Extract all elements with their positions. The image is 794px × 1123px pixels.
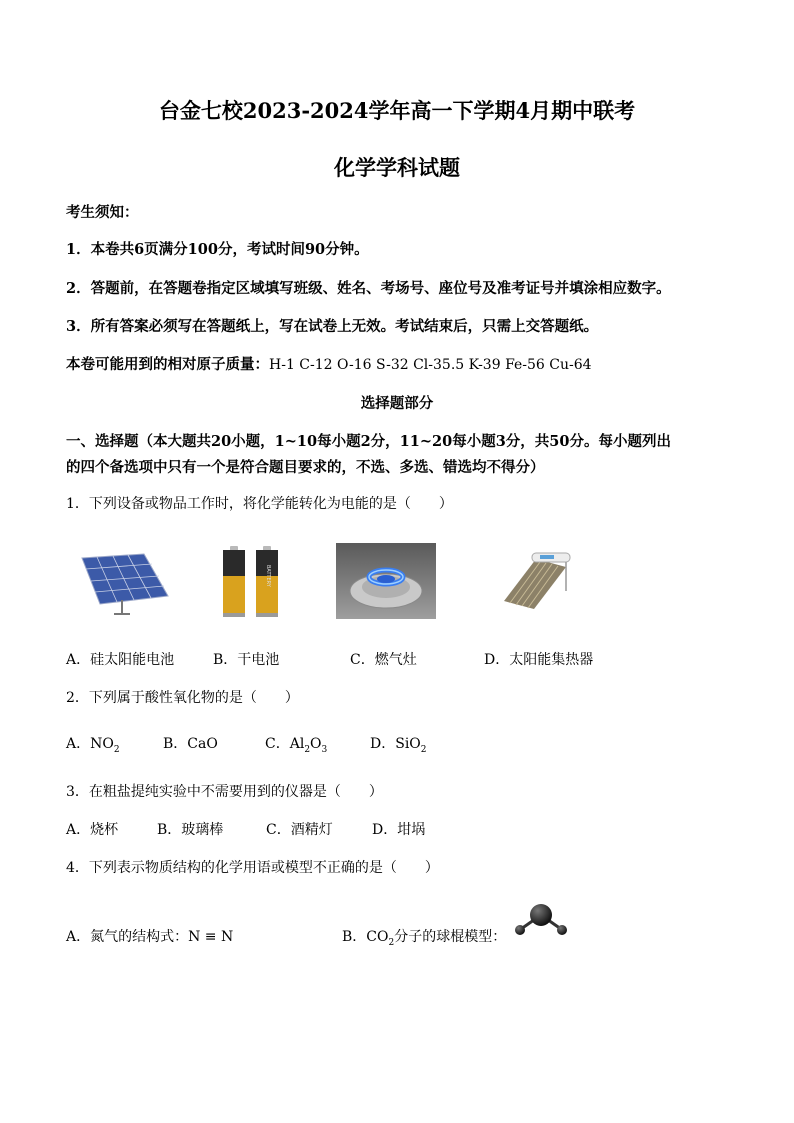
page-subtitle: 化学学科试题 — [334, 155, 460, 180]
question-4-option-a: A．氮气的结构式：N ≡ N — [66, 929, 234, 945]
notice-heading: 考生须知： — [66, 204, 139, 221]
page-title: 台金七校2023-2024学年高一下学期4月期中联考 — [158, 98, 636, 123]
question-1-option-c: C．燃气灶 — [350, 652, 417, 668]
question-3-stem: 3．在粗盐提纯实验中不需要用到的仪器是（ ） — [66, 784, 383, 800]
question-1-option-a: A．硅太阳能电池 — [66, 652, 175, 668]
section-title: 选择题部分 — [360, 395, 434, 412]
question-3-option-a: A．烧杯 — [66, 822, 119, 838]
question-4-stem: 4．下列表示物质结构的化学用语或模型不正确的是（ ） — [66, 860, 439, 876]
question-2-stem: 2．下列属于酸性氧化物的是（ ） — [66, 690, 299, 706]
question-3-option-d: D．坩埚 — [372, 822, 426, 838]
solar-panel-image — [74, 552, 170, 618]
question-2-option-d: D．SiO$_2$ — [370, 736, 427, 755]
question-3-option-b: B．玻璃棒 — [157, 822, 224, 838]
notice-item-3: 3．所有答案必须写在答题纸上，写在试卷上无效。考试结束后，只需上交答题纸。 — [66, 318, 599, 335]
question-2-option-b: B．CaO — [163, 736, 218, 752]
ball-and-stick-model-image — [512, 903, 570, 937]
atomic-mass-values: H-1 C-12 O-16 S-32 Cl-35.5 K-39 Fe-56 Cu-64 — [269, 357, 592, 373]
gas-stove-flame-image — [336, 543, 436, 619]
question-3-option-c: C．酒精灯 — [266, 822, 333, 838]
atomic-mass-label: 本卷可能用到的相对原子质量： — [66, 356, 269, 373]
notice-item-2: 2．答题前，在答题卷指定区域填写班级、姓名、考场号、座位号及准考证号并填涂相应数字。 — [66, 280, 671, 297]
battery-label: BATTERY — [265, 565, 271, 587]
question-4-option-b: B．$CO_2$分子的球棍模型： — [342, 929, 507, 948]
question-1-option-d: D．太阳能集热器 — [484, 652, 594, 668]
question-2-option-a: A．$NO_2$ — [66, 736, 120, 755]
notice-item-1: 1．本卷共6页满分100分，考试时间90分钟。 — [66, 241, 369, 258]
dry-battery-image — [218, 543, 284, 619]
atomic-mass-line — [66, 353, 592, 374]
question-1-stem: 1．下列设备或物品工作时，将化学能转化为电能的是（ ） — [66, 496, 453, 512]
section-instructions-line-2: 的四个备选项中只有一个是符合题目要求的，不选、多选、错选均不得分） — [66, 459, 545, 476]
section-instructions-line-1: 一、选择题（本大题共20小题，1~10每小题2分，11~20每小题3分，共50分。每小题列出 — [66, 433, 671, 450]
solar-water-heater-image — [496, 549, 574, 613]
question-1-option-b: B．干电池 — [213, 652, 280, 668]
question-2-option-c: C．$Al_2O_3$ — [265, 736, 328, 755]
